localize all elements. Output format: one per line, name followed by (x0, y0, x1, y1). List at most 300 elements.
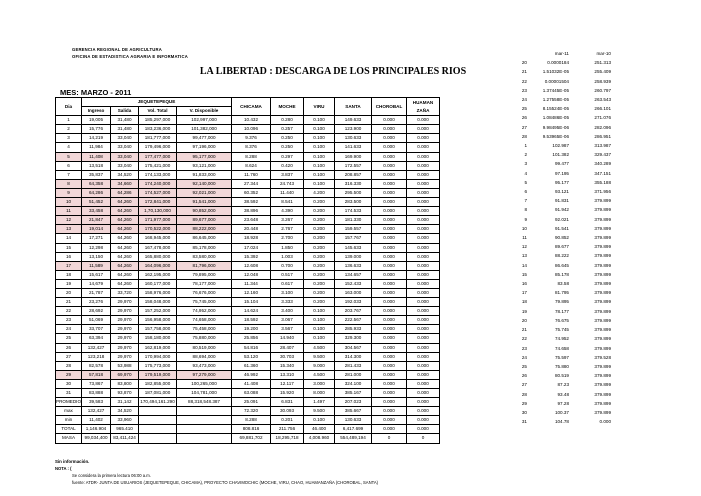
side-cell-b: 379.899 (594, 235, 611, 241)
side-cell-b: 282.096 (594, 124, 611, 130)
note-source: fuente: ATDR- JUNTA DE USUARIOS (JEQUETEPEQUE, CHICAMA), PROYECTO CHAVIMOCHIC (MOCHE, VIRU, CHAO, HUAMANZAÑA (CHOROBAL, SANTA) (72, 480, 379, 485)
cell-dia: 1 (56, 116, 82, 125)
cell-cho: 0.000 (372, 307, 407, 316)
cell-cho: 0.000 (372, 143, 407, 152)
side-cell-n: 10 (521, 225, 527, 231)
table-row (56, 243, 440, 252)
side-cell-n: 27 (521, 124, 527, 130)
side-row (515, 104, 613, 113)
side-row (515, 353, 613, 362)
cell-vol: 174,133,000 (139, 170, 177, 179)
cell-hua: 0.000 (407, 234, 440, 243)
notes-line-1 (55, 459, 89, 464)
cell-vol: 162,819,000 (139, 343, 177, 352)
table-row (56, 261, 440, 270)
cell-santa: 324.100 (335, 379, 372, 388)
summary-cell-chi: 8.288 (232, 416, 271, 425)
cell-disp: 74,658,000 (177, 316, 232, 325)
summary-cell-cho: 0 (372, 434, 407, 443)
col-huamanzana-line1: HUAMAN (412, 99, 434, 105)
cell-moc: 4.390 (271, 207, 304, 216)
cell-cho: 0.000 (372, 188, 407, 197)
cell-dia: 13 (56, 225, 82, 234)
cell-vol: 167,478,000 (139, 243, 177, 252)
cell-moc: 3.400 (271, 307, 304, 316)
table-row (56, 370, 440, 379)
cell-santa: 172.557 (335, 161, 372, 170)
cell-cho: 0.000 (372, 379, 407, 388)
cell-santa: 130.633 (335, 134, 372, 143)
cell-moc: 0.250 (271, 143, 304, 152)
summary-cell-moc: 211.756 (271, 425, 304, 434)
cell-vol: 179,496,000 (139, 143, 177, 152)
cell-santa: 203.767 (335, 307, 372, 316)
side-cell-n: 25 (521, 363, 527, 369)
cell-disp: 95,177,000 (177, 152, 232, 161)
col-ingreso: Ingreso (82, 107, 111, 116)
summary-row (56, 398, 440, 407)
summary-cell-santa: 130.633 (335, 416, 372, 425)
cell-dia: 4 (56, 143, 82, 152)
cell-viru: 0.200 (304, 216, 335, 225)
side-cell-a: 104.78 (554, 419, 569, 425)
cell-santa: 314.300 (335, 352, 372, 361)
cell-disp: 79,895,000 (177, 270, 232, 279)
side-cell-n: 31 (521, 419, 527, 425)
cell-chi: 18.928 (232, 234, 271, 243)
table-row (56, 125, 440, 134)
side-cell-n: 22 (521, 78, 527, 84)
side-cell-b: 379.528 (594, 354, 611, 360)
side-cell-a: 1.37445E-05 (542, 87, 569, 93)
table-row (56, 334, 440, 343)
cell-santa: 208.857 (335, 170, 372, 179)
side-cell-a: 92.021 (554, 216, 569, 222)
cell-disp: 90,852,000 (177, 207, 232, 216)
side-cell-n: 7 (524, 198, 527, 204)
side-cell-a: 101.382 (552, 152, 569, 158)
cell-chi: 53.120 (232, 352, 271, 361)
cell-hua: 0.000 (407, 261, 440, 270)
cell-viru: 4.200 (304, 188, 335, 197)
cell-viru: 0.100 (304, 152, 335, 161)
cell-chi: 8.624 (232, 161, 271, 170)
note-reading-time: Se considera la primera lectura 06:00 a.m. (72, 473, 151, 478)
side-cell-n: 24 (521, 97, 527, 103)
cell-cho: 0.000 (372, 261, 407, 270)
cell-chi: 12.160 (232, 288, 271, 297)
cell-santa: 316.330 (335, 179, 372, 188)
summary-cell-hua: 0 (407, 434, 440, 443)
col-huamanzana (407, 98, 440, 116)
cell-dia: 17 (56, 261, 82, 270)
side-cell-b: 379.899 (594, 327, 611, 333)
col-santa: SANTA (335, 98, 372, 116)
cell-hua: 0.000 (407, 198, 440, 207)
cell-santa: 134.657 (335, 270, 372, 279)
cell-viru: 0.200 (304, 261, 335, 270)
cell-ing: 11,589 (82, 261, 111, 270)
cell-hua: 0.000 (407, 152, 440, 161)
cell-dia: 26 (56, 343, 82, 352)
side-cell-n: 12 (521, 244, 527, 250)
cell-hua: 0.000 (407, 270, 440, 279)
table-header-row-1 (56, 98, 440, 107)
side-cell-n: 9 (524, 216, 527, 222)
summary-cell-cho: 0.000 (372, 416, 407, 425)
side-row (515, 141, 613, 150)
side-cell-n: 28 (521, 391, 527, 397)
col-huamanzana-line2: ZAÑA (416, 107, 430, 113)
side-row (515, 307, 613, 316)
cell-vol: 158,180,000 (139, 334, 177, 343)
cell-sal: 64,260 (111, 198, 139, 207)
cell-vol: 187,081,000 (139, 389, 177, 398)
cell-hua: 0.000 (407, 170, 440, 179)
side-row (515, 159, 613, 168)
side-cell-b: 313.987 (594, 143, 611, 149)
summary-cell-ing: 11,402 (82, 416, 111, 425)
cell-disp: 97,196,000 (177, 143, 232, 152)
side-row (515, 362, 613, 371)
cell-moc: 13.310 (271, 370, 304, 379)
side-cell-a: 86.645 (554, 262, 569, 268)
side-cell-a: 81.795 (554, 290, 569, 296)
table-row (56, 216, 440, 225)
cell-ing: 64,358 (82, 179, 111, 188)
side-cell-b: 266.101 (594, 106, 611, 112)
org-line-1: GERENCIA REGIONAL DE AGRICULTURA (72, 47, 162, 52)
summary-cell-hua: 0.000 (407, 425, 440, 434)
cell-hua: 0.000 (407, 207, 440, 216)
cell-chi: 46.992 (232, 370, 271, 379)
side-cell-n: 19 (521, 308, 527, 314)
cell-disp: 81,796,000 (177, 261, 232, 270)
cell-moc: 0.517 (271, 270, 304, 279)
summary-cell-sal: 33,960 (111, 416, 139, 425)
side-cell-b: 379.899 (594, 299, 611, 305)
table-row (56, 298, 440, 307)
side-cell-n: 17 (521, 290, 527, 296)
cell-chi: 11.344 (232, 279, 271, 288)
cell-vol: 168,945,000 (139, 234, 177, 243)
cell-viru: 0.100 (304, 334, 335, 343)
side-cell-n: 26 (521, 115, 527, 121)
side-cell-a: 80.519 (554, 373, 569, 379)
cell-dia: 29 (56, 370, 82, 379)
cell-vol: 177,477,000 (139, 152, 177, 161)
cell-dia: 11 (56, 207, 82, 216)
cell-chi: 10.432 (232, 116, 271, 125)
cell-santa: 141.633 (335, 143, 372, 152)
cell-sal: 53,988 (111, 361, 139, 370)
cell-viru: 9.000 (304, 361, 335, 370)
summary-cell-ing: 1,146.904 (82, 425, 111, 434)
side-cell-n: 15 (521, 271, 527, 277)
side-cell-a: 100.37 (554, 409, 569, 415)
side-row (515, 316, 613, 325)
side-cell-a: 75.745 (554, 327, 569, 333)
side-cell-a: 97.28 (557, 400, 569, 406)
cell-hua: 0.000 (407, 288, 440, 297)
cell-viru: 0.200 (304, 234, 335, 243)
cell-hua: 0.000 (407, 188, 440, 197)
cell-disp: 83,580,000 (177, 252, 232, 261)
cell-moc: 28.407 (271, 343, 304, 352)
cell-hua: 0.000 (407, 379, 440, 388)
side-cell-b: 340.289 (594, 161, 611, 167)
cell-moc: 15.340 (271, 361, 304, 370)
cell-disp: 76,676,000 (177, 288, 232, 297)
cell-hua: 0.000 (407, 243, 440, 252)
cell-sal: 83,800 (111, 379, 139, 388)
cell-santa: 281.433 (335, 361, 372, 370)
side-cell-n: 26 (521, 373, 527, 379)
cell-viru: 0.200 (304, 207, 335, 216)
org-line-2: OFICINA DE ESTADISTICA AGRARIA E INFORMATICA (72, 54, 188, 59)
cell-sal: 33,040 (111, 161, 139, 170)
cell-viru: 0.100 (304, 125, 335, 134)
cell-dia: 8 (56, 179, 82, 188)
summary-cell-disp (177, 425, 232, 434)
side-cell-b: 0.000 (599, 419, 611, 425)
summary-cell-sal: 83,411,424 (111, 434, 139, 443)
cell-hua: 0.000 (407, 252, 440, 261)
cell-chi: 8.376 (232, 143, 271, 152)
side-row (515, 224, 613, 233)
side-cell-b: 258.939 (594, 78, 611, 84)
side-col-index (515, 49, 529, 58)
summary-cell-vol (139, 434, 177, 443)
cell-vol: 174,527,000 (139, 188, 177, 197)
cell-ing: 15,776 (82, 125, 111, 134)
summary-cell-chi: 72.320 (232, 407, 271, 416)
side-cell-n: 18 (521, 299, 527, 305)
side-cell-b: 379.899 (594, 308, 611, 314)
cell-ing: 11,408 (82, 152, 111, 161)
cell-disp: 93,473,000 (177, 361, 232, 370)
cell-chi: 9.376 (232, 134, 271, 143)
cell-ing: 19,005 (82, 116, 111, 125)
summary-cell-ing: 39,583 (82, 398, 111, 407)
side-row (515, 399, 613, 408)
cell-santa: 181.330 (335, 216, 372, 225)
cell-ing: 123,218 (82, 352, 111, 361)
summary-row (56, 425, 440, 434)
side-row (515, 251, 613, 260)
cell-cho: 0.000 (372, 288, 407, 297)
cell-cho: 0.000 (372, 216, 407, 225)
cell-ing: 64,286 (82, 188, 111, 197)
cell-cho: 0.000 (372, 116, 407, 125)
cell-moc: 0.250 (271, 134, 304, 143)
cell-ing: 17,271 (82, 234, 111, 243)
side-cell-n: 20 (521, 317, 527, 323)
cell-sal: 64,260 (111, 207, 139, 216)
cell-santa: 192.033 (335, 298, 372, 307)
cell-disp: 100,265,000 (177, 379, 232, 388)
cell-viru: 0.100 (304, 143, 335, 152)
cell-dia: 16 (56, 252, 82, 261)
cell-hua: 0.000 (407, 325, 440, 334)
summary-cell-vol (139, 416, 177, 425)
cell-viru: 4.500 (304, 343, 335, 352)
cell-santa: 139.000 (335, 252, 372, 261)
side-cell-b: 379.899 (594, 363, 611, 369)
cell-ing: 82,578 (82, 361, 111, 370)
cell-ing: 35,837 (82, 170, 111, 179)
cell-cho: 0.000 (372, 179, 407, 188)
side-cell-a: 75.880 (554, 363, 569, 369)
cell-sal: 93,870 (111, 389, 139, 398)
cell-dia: 5 (56, 152, 82, 161)
summary-cell-vol (139, 407, 177, 416)
cell-disp: 92,021,000 (177, 188, 232, 197)
summary-cell-hua: 0.000 (407, 398, 440, 407)
summary-row (56, 416, 440, 425)
cell-sal: 33,040 (111, 152, 139, 161)
cell-vol: 156,958,000 (139, 316, 177, 325)
side-cell-b: 379.899 (594, 216, 611, 222)
cell-vol: 181,777,000 (139, 134, 177, 143)
cell-santa: 145.633 (335, 243, 372, 252)
cell-cho: 0.000 (372, 343, 407, 352)
cell-sal: 31,480 (111, 125, 139, 134)
cell-cho: 0.000 (372, 370, 407, 379)
cell-chi: 23.648 (232, 216, 271, 225)
side-cell-b: 379.899 (594, 281, 611, 287)
side-row (515, 279, 613, 288)
table-row (56, 225, 440, 234)
cell-cho: 0.000 (372, 161, 407, 170)
side-cell-b: 379.899 (594, 345, 611, 351)
cell-sal: 29,970 (111, 298, 139, 307)
cell-moc: 0.297 (271, 152, 304, 161)
side-cell-b: 379.899 (594, 409, 611, 415)
cell-vol: 174,240,000 (139, 179, 177, 188)
side-cell-a: 9.53965E-06 (542, 133, 569, 139)
cell-ing: 13,518 (82, 161, 111, 170)
side-cell-b: 379.899 (594, 271, 611, 277)
cell-sal: 31,480 (111, 116, 139, 125)
side-cell-a: 85.178 (554, 271, 569, 277)
cell-vol: 158,048,000 (139, 298, 177, 307)
side-cell-a: 93.121 (554, 189, 569, 195)
col-chicama: CHICAMA (232, 98, 271, 116)
side-cell-a: 99.477 (554, 161, 569, 167)
cell-vol: 157,252,000 (139, 307, 177, 316)
no-data-note: Sin información. (55, 459, 90, 464)
cell-viru: 0.100 (304, 179, 335, 188)
cell-ing: 57,818 (82, 370, 111, 379)
summary-cell-moc: 18,295,718 (271, 434, 304, 443)
cell-moc: 30.703 (271, 352, 304, 361)
side-cell-a: 88.222 (554, 253, 569, 259)
side-cell-n: 20 (521, 60, 527, 66)
cell-dia: 19 (56, 279, 82, 288)
cell-santa: 163.000 (335, 288, 372, 297)
cell-dia: 22 (56, 307, 82, 316)
cell-hua: 0.000 (407, 161, 440, 170)
side-body (515, 58, 613, 426)
summary-cell-chi: 808.816 (232, 425, 271, 434)
side-cell-a: 102.987 (552, 143, 569, 149)
side-row (515, 95, 613, 104)
side-cell-b: 379.899 (594, 198, 611, 204)
side-col-mar11: mar-11 (554, 51, 569, 56)
col-salida: Salida (111, 107, 139, 116)
side-cell-a: 79.895 (554, 299, 569, 305)
cell-chi: 41.408 (232, 379, 271, 388)
col-chorobal: CHOROBAL (372, 98, 407, 116)
cell-sal: 64,260 (111, 252, 139, 261)
table-row (56, 325, 440, 334)
side-cell-b: 271.076 (594, 115, 611, 121)
side-cell-b: 347.151 (594, 170, 611, 176)
side-row (515, 196, 613, 205)
cell-cho: 0.000 (372, 243, 407, 252)
summary-cell-chi: 69,881,702 (232, 434, 271, 443)
side-cell-b: 379.899 (594, 225, 611, 231)
cell-cho: 0.000 (372, 198, 407, 207)
summary-cell-ing: 99,034,400 (82, 434, 111, 443)
cell-hua: 0.000 (407, 370, 440, 379)
table-row (56, 307, 440, 316)
side-cell-b: 379.899 (594, 317, 611, 323)
cell-dia: 18 (56, 270, 82, 279)
cell-santa: 174.533 (335, 207, 372, 216)
cell-vol: 162,195,000 (139, 270, 177, 279)
cell-dia: 23 (56, 316, 82, 325)
side-row (515, 178, 613, 187)
side-cell-n: 22 (521, 336, 527, 342)
side-cell-n: 25 (521, 106, 527, 112)
cell-santa: 123.900 (335, 125, 372, 134)
table-row (56, 252, 440, 261)
cell-cho: 0.000 (372, 134, 407, 143)
cell-vol: 183,236,000 (139, 125, 177, 134)
side-row (515, 205, 613, 214)
cell-hua: 0.000 (407, 279, 440, 288)
summary-row (56, 407, 440, 416)
cell-viru: 0.100 (304, 325, 335, 334)
cell-disp: 78,177,000 (177, 279, 232, 288)
cell-sal: 29,970 (111, 334, 139, 343)
cell-disp: 75,458,000 (177, 325, 232, 334)
summary-cell-santa: 385.667 (335, 407, 372, 416)
col-vol-total: Vol. Total (139, 107, 177, 116)
summary-cell-viru: 0.100 (304, 416, 335, 425)
cell-ing: 83,888 (82, 389, 111, 398)
summary-cell-label: PROMEDIO (56, 398, 82, 407)
side-header-row (515, 49, 613, 58)
col-moche: MOCHE (271, 98, 304, 116)
cell-sal: 29,970 (111, 325, 139, 334)
side-row (515, 325, 613, 334)
cell-hua: 0.000 (407, 179, 440, 188)
side-cell-n: 23 (521, 345, 527, 351)
side-cell-n: 30 (521, 409, 527, 415)
side-cell-n: 16 (521, 281, 527, 287)
summary-cell-moc: 30.093 (271, 407, 304, 416)
side-cell-n: 1 (524, 143, 527, 149)
cell-moc: 8.541 (271, 198, 304, 207)
side-cell-n: 29 (521, 400, 527, 406)
side-row (515, 77, 613, 86)
cell-cho: 0.000 (372, 125, 407, 134)
side-row (515, 150, 613, 159)
side-row (515, 344, 613, 353)
